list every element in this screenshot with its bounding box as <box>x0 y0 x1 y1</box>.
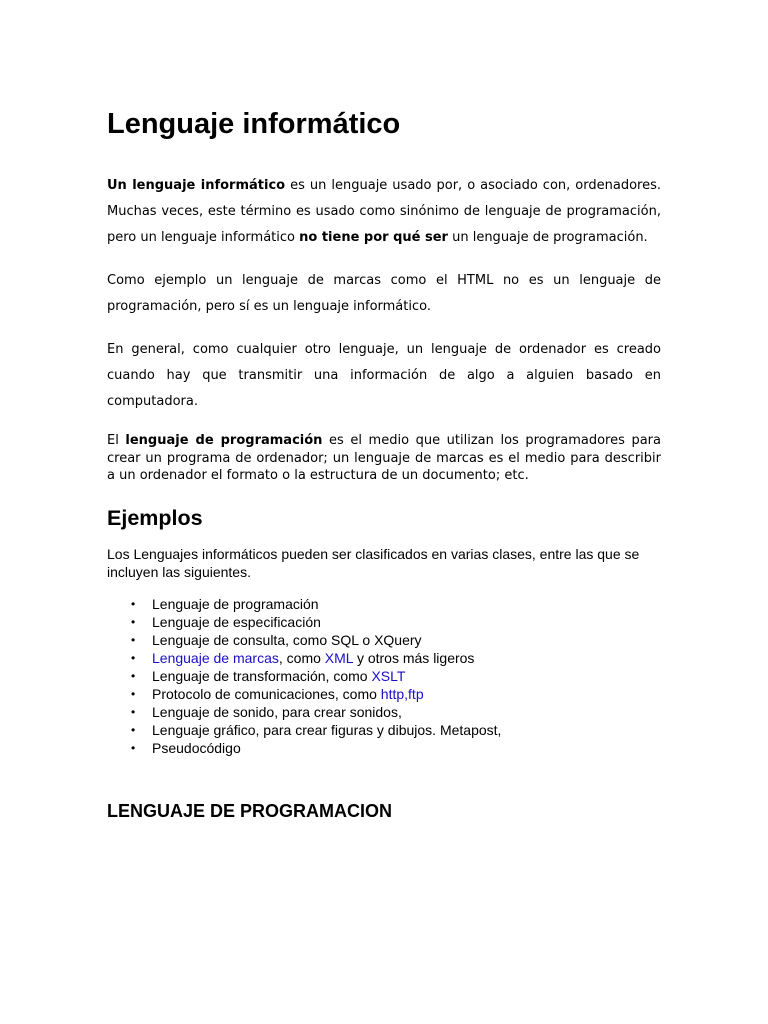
paragraph-html-example: Como ejemplo un lenguaje de marcas como el HTML no es un lenguaje de programación, pero sí es un lenguaje informático. <box>107 273 661 314</box>
list-item-text: Lenguaje de sonido, para crear sonidos, <box>152 703 402 720</box>
list-item-text: y otros más ligeros <box>353 649 475 666</box>
list-item-text: Lenguaje gráfico, para crear figuras y dibujos. Metapost, <box>152 721 502 738</box>
link-lenguaje-de-marcas[interactable]: Lenguaje de marcas <box>152 649 279 666</box>
bullet-icon: • <box>131 722 136 737</box>
bullet-icon: • <box>131 704 136 719</box>
bullet-icon: • <box>131 614 136 629</box>
list-item-text: Pseudocódigo <box>152 739 241 756</box>
list-item <box>131 739 661 757</box>
list-item-text: Lenguaje de especificación <box>152 613 321 630</box>
intro-text-1: es un lenguaje usado por, o asociado con, ordenadores. Muchas veces, este término es usado como sinónimo de lenguaje de programación, pero un lenguaje informático <box>107 178 661 245</box>
link-http-ftp[interactable]: http,ftp <box>380 685 424 702</box>
list-item-text: Protocolo de comunicaciones, como <box>152 685 381 702</box>
list-item <box>131 667 661 685</box>
page-title: Lenguaje informático <box>107 108 401 140</box>
list-item <box>131 595 661 613</box>
paragraph-programming-language <box>107 432 661 485</box>
list-item-text: Lenguaje de programación <box>152 595 319 612</box>
bullet-icon: • <box>131 632 136 647</box>
list-item <box>131 613 661 631</box>
intro-text-2: un lenguaje de programación. <box>447 230 648 245</box>
list-item <box>131 703 661 721</box>
paragraph-general: En general, como cualquier otro lenguaje, un lenguaje de ordenador es creado cuando hay que transmitir una información de algo a alguien basado en computadora. <box>107 342 661 409</box>
examples-list <box>107 595 661 757</box>
list-item-text: , como <box>278 649 325 666</box>
link-xslt[interactable]: XSLT <box>371 667 406 684</box>
list-item-text: Lenguaje de consulta, como SQL o XQuery <box>152 631 422 648</box>
bullet-icon: • <box>131 596 136 611</box>
section-heading-ejemplos: Ejemplos <box>107 505 203 530</box>
section-heading-lenguaje-de-programacion: LENGUAJE DE PROGRAMACION <box>107 800 393 821</box>
p4-text-1: El <box>107 433 126 448</box>
p4-bold-term: lenguaje de programación <box>125 433 323 448</box>
bullet-icon: • <box>131 740 136 755</box>
list-item <box>131 685 661 703</box>
intro-paragraph <box>107 173 661 251</box>
list-item <box>131 721 661 739</box>
intro-bold-term: Un lenguaje informático <box>107 178 286 193</box>
bullet-icon: • <box>131 668 136 683</box>
list-item-text: Lenguaje de transformación, como <box>152 667 372 684</box>
intro-bold-emphasis: no tiene por qué ser <box>299 230 448 245</box>
list-item <box>131 649 661 667</box>
bullet-icon: • <box>131 650 136 665</box>
list-item <box>131 631 661 649</box>
link-xml[interactable]: XML <box>324 649 354 666</box>
bullet-icon: • <box>131 686 136 701</box>
p4-text-2: es el medio que utilizan los programadores para crear un programa de ordenador; un lenguaje de marcas es el medio para describir a un ordenador el formato o la estructura de un documento; etc. <box>107 433 661 483</box>
ejemplos-intro: Los Lenguajes informáticos pueden ser clasificados en varias clases, entre las que se incluyen las siguientes. <box>107 545 640 580</box>
